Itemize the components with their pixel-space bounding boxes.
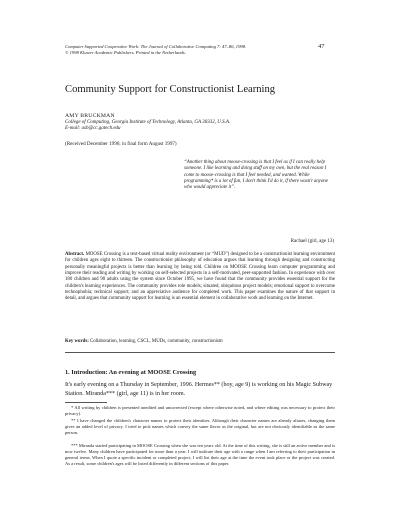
article-title: Community Support for Constructionist Learning [65,84,276,95]
keywords [65,339,335,344]
author-name: AMY BRUCKMAN [65,113,115,119]
footnote-divider [65,402,107,403]
epigraph-quote: “Another thing about moose-crossing is that I feel as if I can really help someone. I like learning and doing stuff on my own, but the real reason I come to moose-crossing is that I feel needed, and wanted. While programming* is a lot of fun, I don't think I'd do it, if there wasn't anyone who would appreciate it”. [184,160,328,191]
abstract-label: Abstract. [65,252,85,257]
epigraph-attribution: Rachael (girl, age 13) [290,239,334,244]
journal-citation: Computer Supported Cooperative Work: The Journal of Collaborative Computing 7: 47–86, 1998. [65,44,247,49]
page-number: 47 [318,43,325,50]
affiliation: College of Computing, Georgia Institute of Technology, Atlanta, GA 30332, U.S.A. [65,120,231,125]
keywords-label: Key words: [65,339,89,344]
journal-header [65,44,295,56]
footnote: * All writing by children is presented unedited and uncorrected (except where otherwise noted, and where editing was necessary to protect their privacy). [65,405,335,416]
abstract-text: MOOSE Crossing is a text-based virtual reality environment (or “MUD”) designed to be a constructionist learning environment for children ages eight to thirteen. The constructionist philosophy of education argues that learning through designing and constructing personally meaningful projects is better than learning by being told. Children on MOOSE Crossing learn computer programming and improve their reading and writing by working on self-selected projects in a self-motivated, peer-supported fashion. In experience with over 180 children and 90 adults using the system since October 1995, we have found that the community provides essential support for the children's learning experiences. The community provides role models; situated, ubiquitous project models; emotional support to overcome technophobia; technical support; and an appreciative audience for completed work. This paper examines the nature of that support in detail, and argues that community support for learning is an essential element in collaborative work and learning on the Internet. [65,252,336,302]
section-body: It's early evening on a Thursday in September, 1996. Hermes** (boy, age 9) is working on his Magic Subway Station. Miranda*** (girl, age 11) is in her room. [65,382,333,397]
footnote: ** I have changed the children's character names to protect their identities. Although their character names are already aliases, changing them gives an added level of privacy. I tried to pick names which convey the same flavor as the original, but are not obviously identifiable as the same person. [65,418,335,435]
section-heading: 1. Introduction: An evening at MOOSE Crossing [65,369,197,376]
keywords-text: Collaboration, learning, CSCL, MUDs, community, constructionism [90,339,223,344]
footnote: *** Miranda started participating in MOOSE Crossing when she was ten years old. At the time of this writing, she is still an active member and is now twelve. Many children have participated for more than a year. I will indicate their age with a range when I am referring to their participation in general terms. When I quote a specific incident or completed project, I will list their age at the time the event took place or the project was created. As a result, some children's ages will be listed differently in different sections of this paper. [65,443,335,466]
author-affiliation-block [65,120,335,133]
author-email: E-mail: asb@cc.gatech.edu [65,126,121,132]
copyright-line: © 1998 Kluwer Academic Publishers. Printed in the Netherlands. [65,50,186,55]
received-date: (Received December 1996; in final form August 1997) [65,141,177,147]
section-divider [65,352,335,353]
abstract [65,252,335,303]
